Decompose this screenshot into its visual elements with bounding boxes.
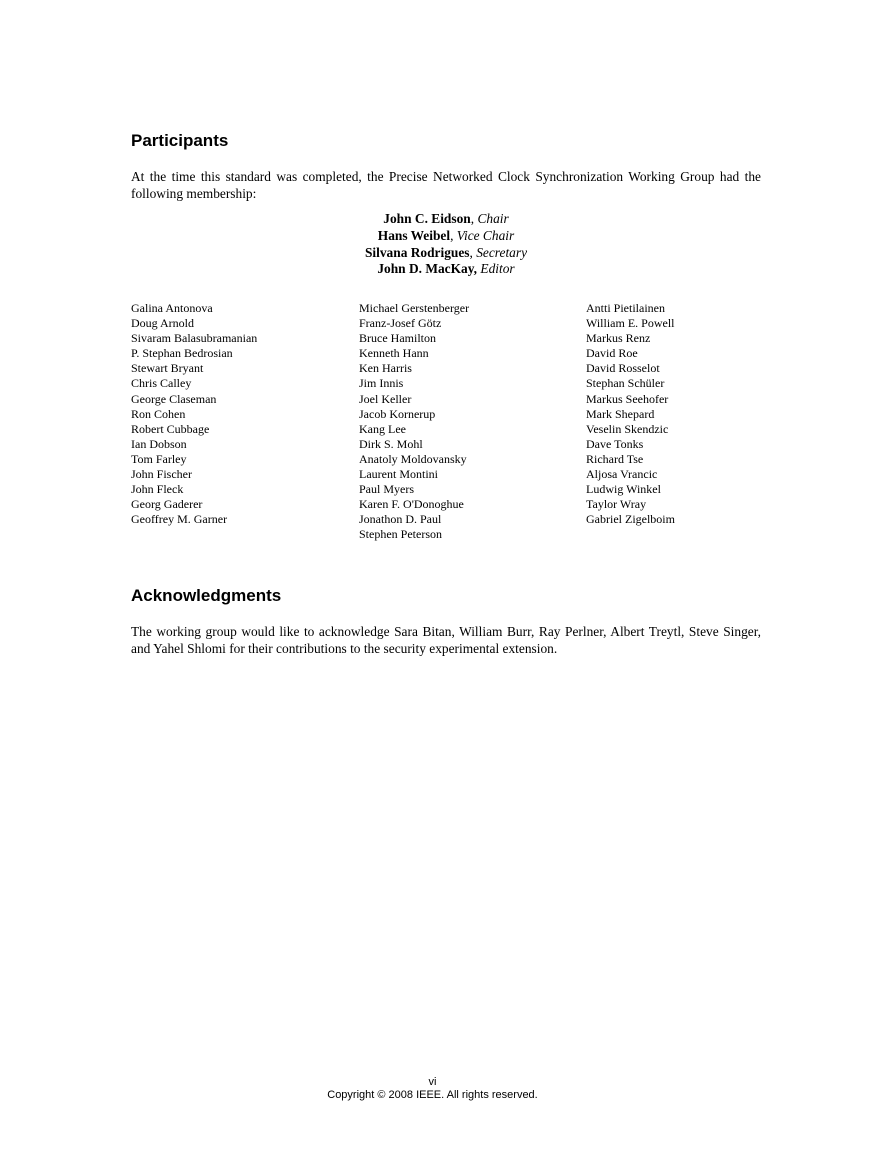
member-name: Dirk S. Mohl: [359, 436, 423, 451]
member-name: Kenneth Hann: [359, 346, 429, 361]
member-name: Robert Cubbage: [131, 421, 210, 436]
members-column-1: [131, 301, 257, 527]
member-name: Stephan Schüler: [586, 376, 665, 391]
officer-name: John C. Eidson: [383, 211, 471, 226]
officer-editor: [131, 261, 761, 278]
member-name: Markus Renz: [586, 331, 651, 346]
acknowledgments-paragraph: The working group would like to acknowledge Sara Bitan, William Burr, Ray Perlner, Albert Treytl, Steve Singer, and Yahel Shlomi for their contributions to the security experimental extension.: [131, 624, 761, 656]
officer-role: Vice Chair: [456, 227, 515, 243]
participants-heading: Participants: [131, 131, 229, 150]
officer-chair: [131, 211, 761, 228]
officer-separator: ,: [470, 211, 478, 226]
officer-role: Editor: [480, 261, 515, 277]
member-name: Antti Pietilainen: [586, 301, 665, 315]
member-name: George Claseman: [131, 391, 217, 406]
member-name: Chris Calley: [131, 376, 192, 391]
officer-name: Silvana Rodrigues: [364, 244, 470, 260]
officer-role: Chair: [477, 211, 509, 226]
member-name: Veselin Skendzic: [586, 421, 669, 436]
acknowledgments-heading: Acknowledgments: [131, 586, 282, 605]
officers-list: [131, 211, 761, 278]
member-name: Joel Keller: [359, 391, 412, 406]
member-name: Ken Harris: [359, 361, 412, 376]
member-name: Franz-Josef Götz: [359, 316, 442, 331]
officer-name: Hans Weibel: [377, 227, 451, 243]
participants-intro-paragraph: At the time this standard was completed, the Precise Networked Clock Synchronization Working Group had the following membership:: [131, 169, 761, 201]
officer-separator: ,: [450, 227, 457, 243]
members-column-3: [586, 301, 675, 527]
member-name: Paul Myers: [359, 482, 414, 497]
member-name: David Roe: [586, 346, 638, 361]
member-name: Richard Tse: [586, 451, 644, 466]
member-name: Markus Seehofer: [586, 391, 669, 406]
member-name: Georg Gaderer: [131, 497, 203, 512]
officer-name: John D. MacKay,: [377, 261, 478, 277]
member-name: Ludwig Winkel: [586, 482, 661, 497]
officer-separator: ,: [469, 244, 477, 260]
member-name: Ron Cohen: [131, 406, 186, 421]
members-column-2: [359, 301, 469, 543]
member-name: Bruce Hamilton: [359, 331, 436, 346]
member-name: Anatoly Moldovansky: [359, 451, 467, 466]
member-name: Stewart Bryant: [131, 361, 204, 376]
member-name: Laurent Montini: [359, 467, 438, 482]
member-name: Mark Shepard: [586, 406, 655, 421]
member-name: Karen F. O'Donoghue: [359, 497, 464, 512]
member-name: Michael Gerstenberger: [359, 301, 470, 315]
member-name: Kang Lee: [359, 421, 406, 436]
member-name: Jim Innis: [359, 376, 404, 391]
member-name: Ian Dobson: [131, 436, 187, 451]
member-name: Sivaram Balasubramanian: [131, 331, 258, 346]
member-name: Taylor Wray: [586, 497, 647, 512]
member-name: John Fleck: [131, 482, 184, 497]
member-name: Doug Arnold: [131, 316, 194, 331]
member-name: Dave Tonks: [586, 436, 644, 451]
member-name: Geoffrey M. Garner: [131, 512, 228, 527]
member-name: Tom Farley: [131, 451, 187, 466]
member-name: William E. Powell: [586, 316, 675, 331]
member-name: Jonathon D. Paul: [359, 512, 442, 527]
officer-secretary: [131, 245, 761, 262]
officer-vice-chair: [131, 228, 761, 245]
member-name: Galina Antonova: [131, 301, 213, 315]
member-name: P. Stephan Bedrosian: [131, 346, 233, 361]
member-name: Gabriel Zigelboim: [586, 512, 675, 527]
member-name: Jacob Kornerup: [359, 406, 436, 421]
copyright-notice: Copyright © 2008 IEEE. All rights reserved.: [327, 1089, 538, 1101]
officer-role: Secretary: [476, 244, 528, 260]
member-name: David Rosselot: [586, 361, 660, 376]
member-name: Stephen Peterson: [359, 527, 442, 542]
member-name: John Fischer: [131, 467, 192, 482]
member-name: Aljosa Vrancic: [586, 467, 658, 482]
page-number: vi: [428, 1076, 437, 1088]
